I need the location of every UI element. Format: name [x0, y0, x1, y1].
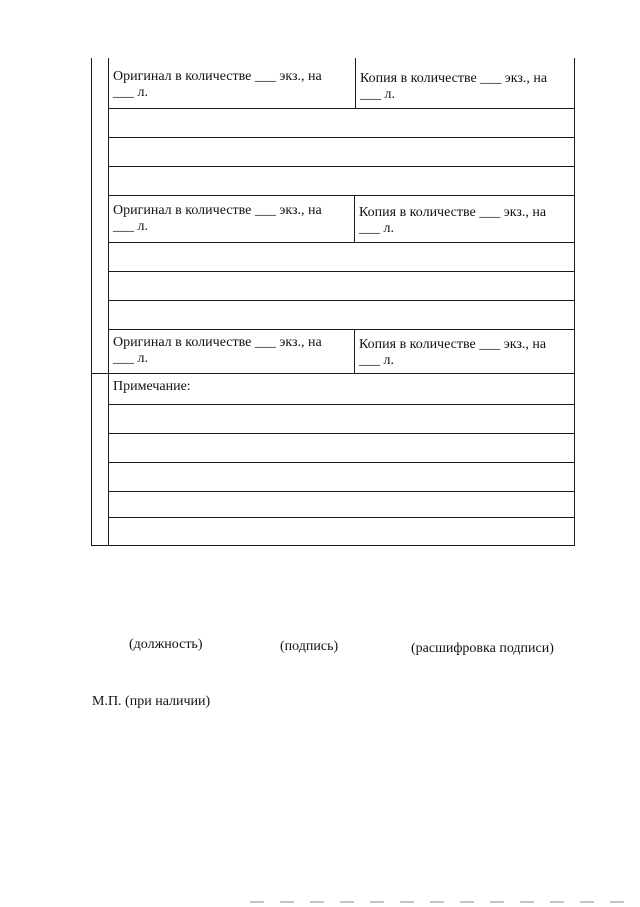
original-count-text: Оригинал в количестве ___ экз., на	[113, 335, 322, 350]
row-line	[108, 300, 575, 301]
row-line	[108, 517, 575, 518]
copy-sheets-text: ___ л.	[359, 353, 394, 368]
row-line	[108, 271, 575, 272]
copy-sheets-text: ___ л.	[360, 87, 395, 102]
row-line	[108, 195, 575, 196]
row-line	[108, 404, 575, 405]
row-line	[108, 166, 575, 167]
row-line	[108, 433, 575, 434]
copy-sheets-text: ___ л.	[359, 221, 394, 236]
row-line	[108, 108, 575, 109]
decoding-caption: (расшифровка подписи)	[411, 641, 554, 656]
original-sheets-text: ___ л.	[113, 219, 148, 234]
note-label: Примечание:	[113, 379, 191, 394]
original-sheets-text: ___ л.	[113, 85, 148, 100]
column-divider-2	[354, 195, 355, 242]
table-left-border	[91, 58, 92, 546]
row-line	[108, 137, 575, 138]
table-inner-left-border	[108, 58, 109, 546]
scan-artifact	[250, 901, 640, 903]
position-caption: (должность)	[129, 637, 203, 652]
column-divider-3	[354, 329, 355, 373]
original-count-text: Оригинал в количестве ___ экз., на	[113, 69, 322, 84]
copy-count-text: Копия в количестве ___ экз., на	[359, 205, 547, 220]
copy-count-text: Копия в количестве ___ экз., на	[360, 71, 548, 86]
row-line	[108, 329, 575, 330]
copy-count-text: Копия в количестве ___ экз., на	[359, 337, 547, 352]
column-divider-1	[355, 58, 356, 108]
table-right-border	[574, 58, 575, 546]
row-line	[108, 491, 575, 492]
row-line	[91, 373, 575, 374]
row-line	[108, 242, 575, 243]
original-count-text: Оригинал в количестве ___ экз., на	[113, 203, 322, 218]
original-sheets-text: ___ л.	[113, 351, 148, 366]
signature-caption: (подпись)	[280, 639, 339, 654]
table-bottom-border	[91, 545, 575, 546]
row-line	[108, 462, 575, 463]
stamp-label: М.П. (при наличии)	[92, 694, 211, 709]
